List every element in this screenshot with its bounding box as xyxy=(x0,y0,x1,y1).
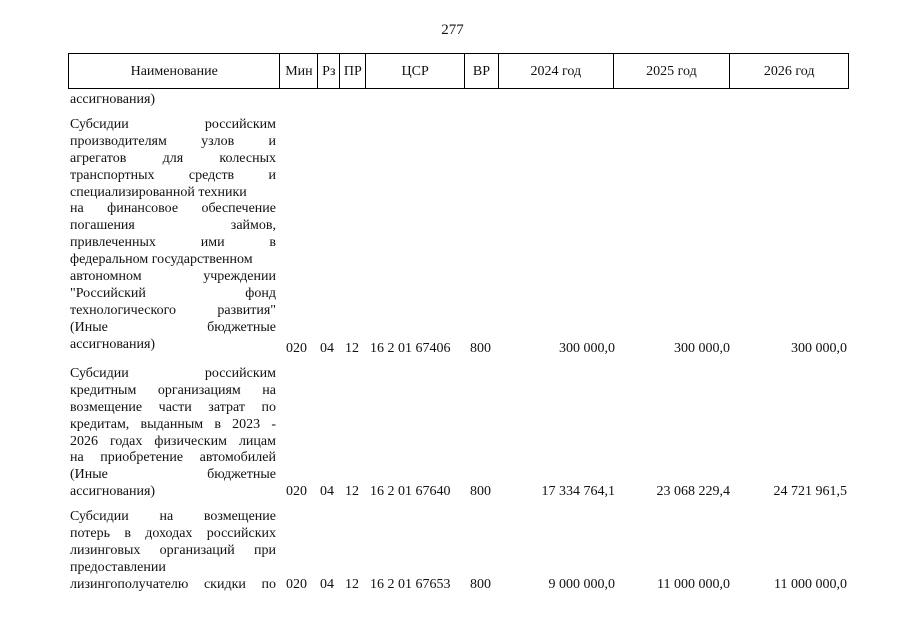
row-2-line: ассигнования) xyxy=(70,484,156,500)
page-number: 277 xyxy=(441,22,464,38)
row-2-rz: 04 xyxy=(320,484,334,499)
row-1-line: "Российский фонд xyxy=(70,285,276,301)
row-1-line: ассигнования) xyxy=(70,336,156,352)
row-2-line: кредитам, выданным в 2023 - xyxy=(70,416,276,432)
row-1-rz: 04 xyxy=(320,341,334,356)
carryover-line: ассигнования) xyxy=(70,92,156,107)
row-1-2024: 300 000,0 xyxy=(559,341,615,356)
row-2-pr: 12 xyxy=(345,484,359,499)
row-1-csr: 16 2 01 67406 xyxy=(370,341,451,356)
row-3-line: предоставлении xyxy=(70,559,166,575)
row-1-line: Субсидии российским xyxy=(70,117,276,132)
table-header xyxy=(68,53,849,89)
row-3-vr: 800 xyxy=(470,577,491,592)
header-min: Мин xyxy=(280,54,318,88)
row-3-line: лизингополучателю скидки по xyxy=(70,576,276,592)
header-name: Наименование xyxy=(69,54,280,88)
row-1-line: агрегатов для колесных xyxy=(70,150,276,166)
row-2-line: кредитным организациям на xyxy=(70,382,276,398)
row-3-2024: 9 000 000,0 xyxy=(548,577,615,592)
row-2-line: Субсидии российским xyxy=(70,366,276,381)
header-2025: 2025 год xyxy=(614,54,731,88)
row-1-line: автономном учреждении xyxy=(70,269,276,285)
row-2-vr: 800 xyxy=(470,484,491,499)
row-1-description xyxy=(70,117,276,353)
header-csr: ЦСР xyxy=(366,54,465,88)
row-1-pr: 12 xyxy=(345,341,359,356)
row-1-line: технологического развития" xyxy=(70,302,276,318)
row-1-2025: 300 000,0 xyxy=(674,341,730,356)
row-2-description xyxy=(70,366,276,501)
header-2024: 2024 год xyxy=(499,54,614,88)
row-2-line: возмещение части затрат по xyxy=(70,399,276,415)
row-3-2026: 11 000 000,0 xyxy=(774,577,847,592)
row-2-line: (Иные бюджетные xyxy=(70,467,276,483)
row-2-csr: 16 2 01 67640 xyxy=(370,484,451,499)
header-rz: Рз xyxy=(318,54,340,88)
row-1-line: на финансовое обеспечение xyxy=(70,201,276,217)
header-pr: ПР xyxy=(340,54,366,88)
row-2-min: 020 xyxy=(286,484,307,499)
row-2-2026: 24 721 961,5 xyxy=(773,484,847,499)
row-1-line: специализированной техники xyxy=(70,184,247,200)
row-3-line: Субсидии на возмещение xyxy=(70,509,276,524)
row-3-csr: 16 2 01 67653 xyxy=(370,577,451,592)
header-2026: 2026 год xyxy=(763,64,815,79)
carryover-text xyxy=(70,92,276,109)
row-1-2026: 300 000,0 xyxy=(791,341,847,356)
row-3-pr: 12 xyxy=(345,577,359,592)
header-vr: ВР xyxy=(465,54,499,88)
row-3-2025: 11 000 000,0 xyxy=(657,577,730,592)
row-2-line: на приобретение автомобилей xyxy=(70,450,276,466)
row-3-rz: 04 xyxy=(320,577,334,592)
row-2-2024: 17 334 764,1 xyxy=(541,484,615,499)
row-1-line: производителям узлов и xyxy=(70,133,276,149)
row-1-min: 020 xyxy=(286,341,307,356)
row-3-description xyxy=(70,509,276,593)
row-1-line: погашения займов, xyxy=(70,218,276,234)
row-3-min: 020 xyxy=(286,577,307,592)
row-2-2025: 23 068 229,4 xyxy=(656,484,730,499)
row-1-line: (Иные бюджетные xyxy=(70,319,276,335)
row-1-line: федеральном государственном xyxy=(70,252,253,268)
row-3-line: потерь в доходах российских xyxy=(70,525,276,541)
row-1-vr: 800 xyxy=(470,341,491,356)
row-1-line: транспортных средств и xyxy=(70,167,276,183)
row-1-line: привлеченных ими в xyxy=(70,235,276,251)
row-3-line: лизинговых организаций при xyxy=(70,542,276,558)
row-2-line: 2026 годах физическим лицам xyxy=(70,433,276,449)
